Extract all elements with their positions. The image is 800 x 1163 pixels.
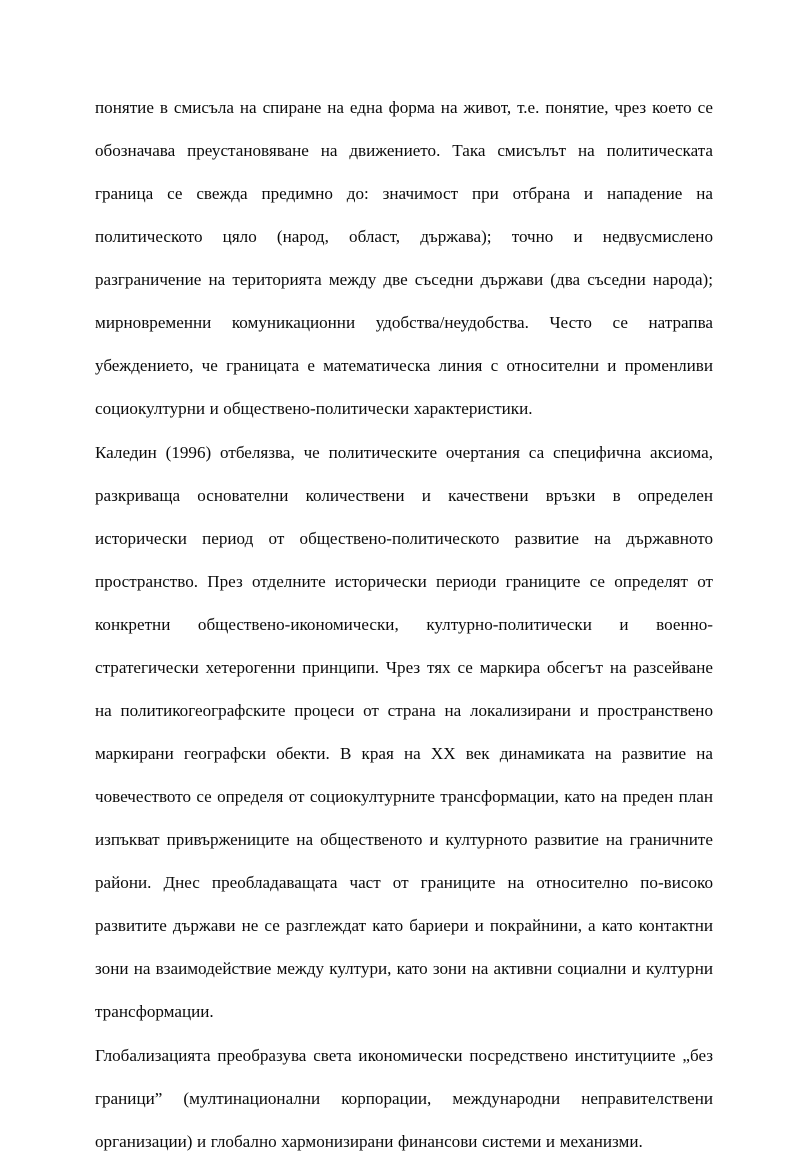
page-footer-area (0, 1036, 800, 1132)
body-paragraph-3: Глобализацията преобразува света икономически посредствено институциите „без граници” (мултинационални корпорации, международни неправителствени организации) и глобално хармонизирани финансови системи и механизми. (95, 1046, 713, 1151)
body-paragraph-2: Каледин (1996) отбелязва, че политическите очертания са специфична аксиома, разкриваща основателни количествени и качествени връзки в определен исторически период от обществено-политическото развитие на държавното пространство. През отделните исторически периоди границите се определят от конкретни обществено-икономически, културно-политически и военно-стратегически хетерогенни принципи. Чрез тях се маркира обсегът на разсейване на политикогеографските процеси от страна на локализирани и пространствено маркирани географски обекти. В края на ХХ век динамиката на развитие на човечеството се определя от социокултурните трансформации, като на преден план изпъкват привържениците на общественото и културното развитие на граничните райони. Днес преобладаващата част от границите на относително по-високо развитите държави не се разглеждат като бариери и покрайнини, а като контактни зони на взаимодействие между култури, като зони на активни социални и културни трансформации. (95, 443, 713, 1021)
body-text-column (95, 86, 713, 1163)
body-paragraph-1: понятие в смисъла на спиране на една форма на живот, т.е. понятие, чрез което се обозначава преустановяване на движението. Така смисълът на политическата граница се свежда предимно до: значимост при отбрана и нападение на политическото цяло (народ, област, държава); точно и недвусмислено разграничение на територията между две съседни държави (два съседни народа); мирновременни комуникационни удобства/неудобства. Често се натрапва убеждението, че границата е математическа линия с относителни и променливи социокултурни и обществено-политически характеристики. (95, 98, 713, 418)
